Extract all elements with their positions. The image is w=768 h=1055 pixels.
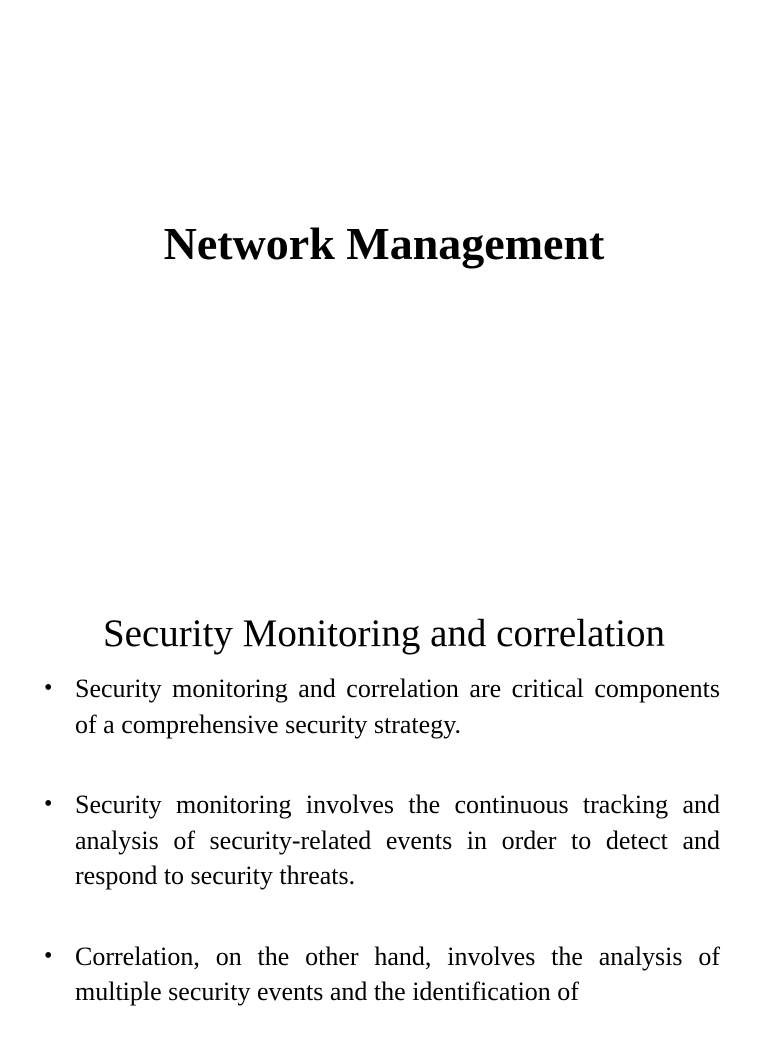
bullet-dot-icon: • bbox=[44, 675, 53, 701]
slide-title: Network Management bbox=[163, 218, 605, 269]
bullet-item bbox=[44, 787, 720, 894]
bullet-item bbox=[44, 939, 720, 1010]
bullet-item bbox=[44, 671, 720, 742]
bullet-text: Security monitoring and correlation are critical components of a comprehensive security strategy. bbox=[75, 674, 720, 739]
bullet-text: Correlation, on the other hand, involves the analysis of multiple security events and the identification of bbox=[75, 941, 720, 1006]
bullet-dot-icon: • bbox=[44, 942, 53, 969]
bullet-list bbox=[44, 671, 720, 1055]
bullet-dot-icon: • bbox=[44, 791, 53, 817]
section-heading: Security Monitoring and correlation bbox=[102, 612, 666, 655]
bullet-text: Security monitoring involves the continuous tracking and analysis of security-related events in order to detect and respond to security threats. bbox=[75, 790, 720, 890]
